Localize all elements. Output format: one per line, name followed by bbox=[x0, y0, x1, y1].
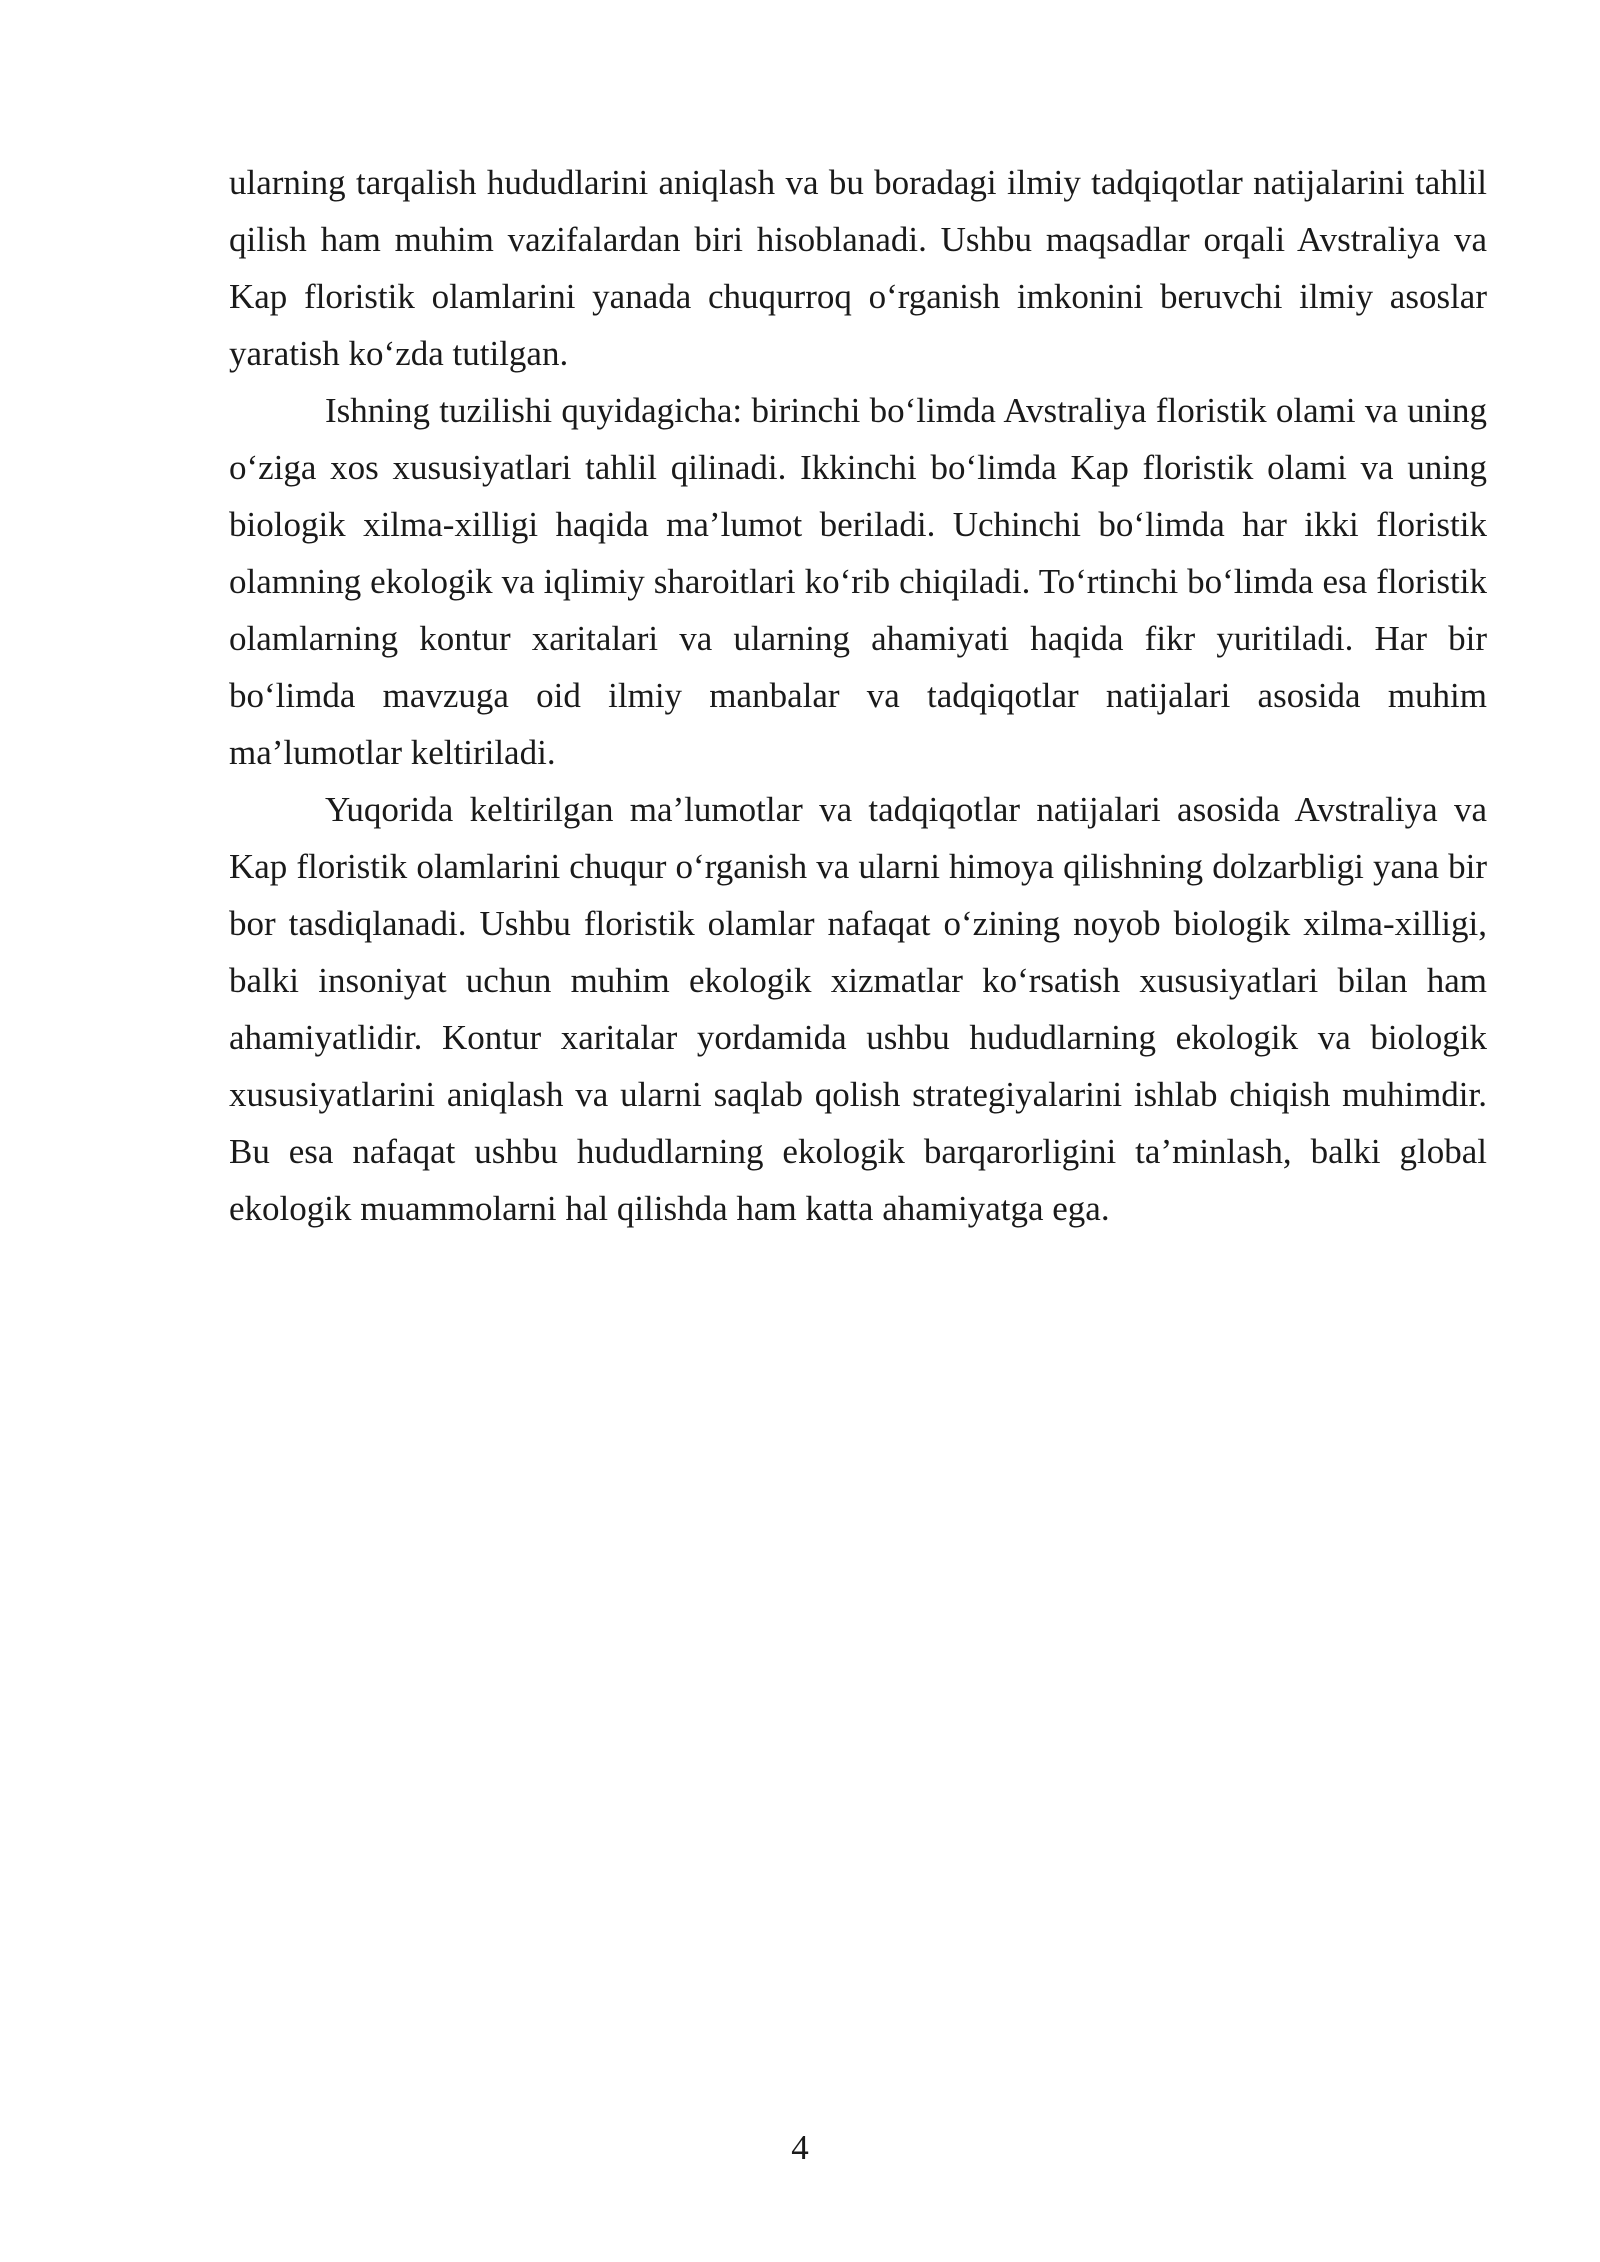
paragraph-conclusion: Yuqorida keltirilgan ma’lumotlar va tadqiqotlar natijalari asosida Avstraliya va Kap floristik olamlarini chuqur o‘rganish va ularni himoya qilishning dolzarbligi yana bir bor tasdiqlanadi. Ushbu floristik olamlar nafaqat o‘zining noyob biologik xilma-xilligi, balki insoniyat uchun muhim ekologik xizmatlar ko‘rsatish xususiyatlari bilan ham ahamiyatlidir. Kontur xaritalar yordamida ushbu hududlarning ekologik va biologik xususiyatlarini aniqlash va ularni saqlab qolish strategiyalarini ishlab chiqish muhimdir. Bu esa nafaqat ushbu hududlarning ekologik barqarorligini ta’minlash, balki global ekologik muammolarni hal qilishda ham katta ahamiyatga ega. bbox=[229, 790, 1487, 1228]
body-text bbox=[229, 154, 1487, 1237]
paragraph-continuation: ularning tarqalish hududlarini aniqlash va bu boradagi ilmiy tadqiqotlar natijalarini tahlil qilish ham muhim vazifalardan biri hisoblanadi. Ushbu maqsadlar orqali Avstraliya va Kap floristik olamlarini yanada chuqurroq o‘rganish imkonini beruvchi ilmiy asoslar yaratish ko‘zda tutilgan. bbox=[229, 163, 1487, 373]
page-number: 4 bbox=[791, 2128, 809, 2167]
paragraph-structure: Ishning tuzilishi quyidagicha: birinchi bo‘limda Avstraliya floristik olami va uning o‘ziga xos xususiyatlari tahlil qilinadi. Ikkinchi bo‘limda Kap floristik olami va uning biologik xilma-xilligi haqida ma’lumot beriladi. Uchinchi bo‘limda har ikki floristik olamning ekologik va iqlimiy sharoitlari ko‘rib chiqiladi. To‘rtinchi bo‘limda esa floristik olamlarning kontur xaritalari va ularning ahamiyati haqida fikr yuritiladi. Har bir bo‘limda mavzuga oid ilmiy manbalar va tadqiqotlar natijalari asosida muhim ma’lumotlar keltiriladi. bbox=[229, 391, 1487, 772]
